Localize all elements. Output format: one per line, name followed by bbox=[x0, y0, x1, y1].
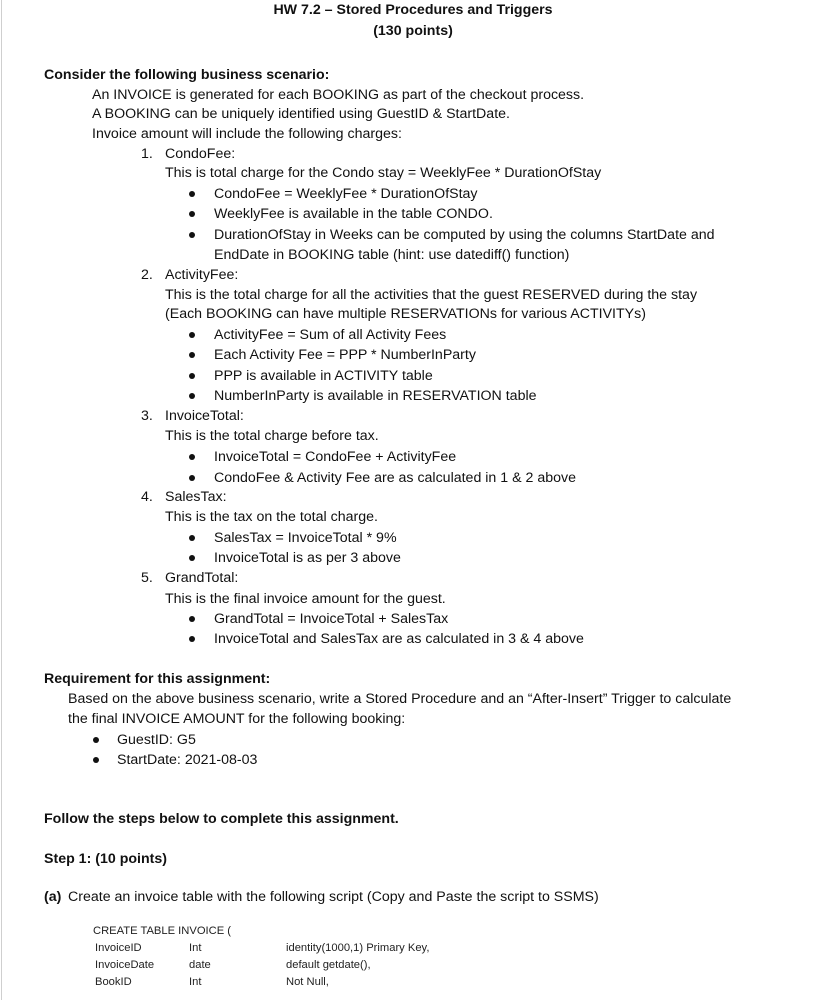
step-a-label: (a) bbox=[44, 889, 62, 905]
item-description: This is the final invoice amount for the guest. bbox=[165, 591, 446, 607]
bullet-dot bbox=[189, 475, 195, 481]
bullet-dot bbox=[189, 636, 195, 642]
bullet-dot bbox=[189, 373, 195, 379]
requirement-text: Based on the above business scenario, write a Stored Procedure and an “After-Insert” Trigger to calculate bbox=[68, 691, 732, 707]
item-name: InvoiceTotal: bbox=[165, 408, 244, 424]
item-name: ActivityFee: bbox=[165, 267, 239, 283]
item-name: CondoFee: bbox=[165, 146, 236, 162]
requirement-text: the final INVOICE AMOUNT for the following booking: bbox=[68, 711, 406, 727]
document-points: (130 points) bbox=[373, 23, 453, 39]
item-description: (Each BOOKING can have multiple RESERVATIONs for various ACTIVITYs) bbox=[165, 306, 646, 322]
bullet-text: CondoFee & Activity Fee are as calculated in 1 & 2 above bbox=[214, 470, 576, 486]
page-edge bbox=[1, 0, 2, 1000]
bullet-text: ActivityFee = Sum of all Activity Fees bbox=[214, 327, 447, 343]
bullet-text: GrandTotal = InvoiceTotal + SalesTax bbox=[214, 611, 449, 627]
bullet-dot bbox=[189, 535, 195, 541]
scenario-intro-line: Invoice amount will include the following charges: bbox=[92, 126, 402, 142]
item-description: This is the tax on the total charge. bbox=[165, 509, 378, 525]
bullet-dot bbox=[189, 211, 195, 217]
bullet-text: InvoiceTotal is as per 3 above bbox=[214, 550, 401, 566]
requirement-bullet-guestid: GuestID: G5 bbox=[117, 732, 196, 748]
document-title: HW 7.2 – Stored Procedures and Triggers bbox=[273, 2, 553, 18]
bullet-text: InvoiceTotal = CondoFee + ActivityFee bbox=[214, 449, 457, 465]
code-column-constraint: identity(1000,1) Primary Key, bbox=[286, 942, 430, 954]
bullet-text: SalesTax = InvoiceTotal * 9% bbox=[214, 530, 397, 546]
item-description: This is total charge for the Condo stay = WeeklyFee * DurationOfStay bbox=[165, 165, 602, 181]
item-number: 4. bbox=[141, 489, 153, 505]
bullet-dot bbox=[189, 555, 195, 561]
bullet-dot bbox=[189, 232, 195, 238]
item-description: This is the total charge for all the activities that the guest RESERVED during the stay bbox=[165, 287, 698, 303]
bullet-dot bbox=[93, 737, 99, 743]
bullet-dot bbox=[189, 616, 195, 622]
bullet-text: PPP is available in ACTIVITY table bbox=[214, 368, 433, 384]
requirement-bullet-startdate: StartDate: 2021-08-03 bbox=[117, 752, 258, 768]
bullet-text: Each Activity Fee = PPP * NumberInParty bbox=[214, 347, 476, 363]
item-number: 1. bbox=[141, 146, 153, 162]
bullet-dot bbox=[189, 191, 195, 197]
bullet-text: NumberInParty is available in RESERVATION table bbox=[214, 388, 537, 404]
bullet-text: CondoFee = WeeklyFee * DurationOfStay bbox=[214, 186, 478, 202]
item-name: SalesTax: bbox=[165, 489, 227, 505]
step-a-text: Create an invoice table with the following script (Copy and Paste the script to SSMS) bbox=[68, 889, 599, 905]
item-number: 3. bbox=[141, 408, 153, 424]
bullet-text-continued: EndDate in BOOKING table (hint: use datediff() function) bbox=[214, 247, 570, 263]
bullet-dot bbox=[189, 352, 195, 358]
code-column-name: InvoiceDate bbox=[95, 959, 155, 971]
code-column-name: BookID bbox=[95, 976, 132, 988]
scenario-heading: Consider the following business scenario: bbox=[44, 67, 330, 83]
item-description: This is the total charge before tax. bbox=[165, 428, 379, 444]
code-create-table: CREATE TABLE INVOICE ( bbox=[93, 925, 232, 937]
scenario-intro-line: A BOOKING can be uniquely identified using GuestID & StartDate. bbox=[92, 106, 510, 122]
bullet-dot bbox=[93, 757, 99, 763]
code-column-constraint: Not Null, bbox=[286, 976, 329, 988]
follow-steps-heading: Follow the steps below to complete this assignment. bbox=[44, 811, 399, 827]
item-number: 5. bbox=[141, 570, 153, 586]
item-name: GrandTotal: bbox=[165, 570, 239, 586]
bullet-text: WeeklyFee is available in the table CONDO. bbox=[214, 206, 493, 222]
bullet-dot bbox=[189, 454, 195, 460]
code-column-type: Int bbox=[189, 942, 202, 954]
bullet-text: InvoiceTotal and SalesTax are as calculated in 3 & 4 above bbox=[214, 631, 584, 647]
code-column-type: date bbox=[189, 959, 211, 971]
code-column-type: Int bbox=[189, 976, 202, 988]
code-column-name: InvoiceID bbox=[95, 942, 142, 954]
code-column-constraint: default getdate(), bbox=[286, 959, 371, 971]
scenario-intro-line: An INVOICE is generated for each BOOKING as part of the checkout process. bbox=[92, 87, 585, 103]
bullet-text: DurationOfStay in Weeks can be computed by using the columns StartDate and bbox=[214, 227, 715, 243]
step1-heading: Step 1: (10 points) bbox=[44, 851, 167, 867]
item-number: 2. bbox=[141, 267, 153, 283]
requirement-heading: Requirement for this assignment: bbox=[44, 671, 271, 687]
bullet-dot bbox=[189, 393, 195, 399]
bullet-dot bbox=[189, 332, 195, 338]
